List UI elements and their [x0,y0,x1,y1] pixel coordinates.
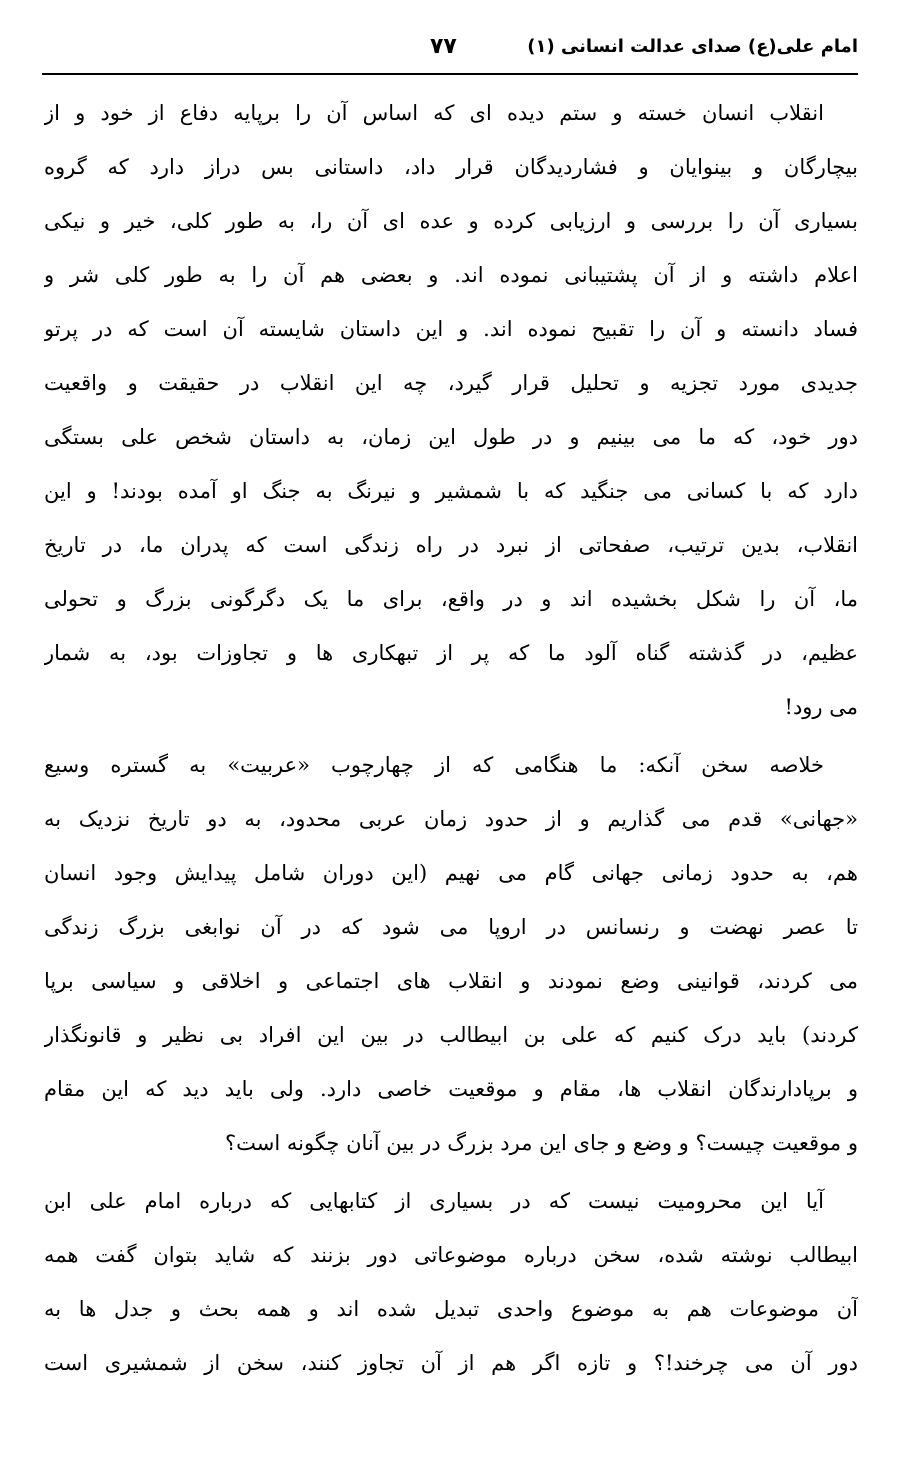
text-line: آن موضوعات هم به موضوع واحدی تبدیل شده اند و همه بحث و جدل ها به [44,1297,858,1321]
text-line: هم، به حدود زمانی جهانی گام می نهیم (این دوران شامل پیدایش وجود انسان [44,861,858,885]
paragraph-2 [44,738,858,1170]
text-line: تا عصر نهضت و رنسانس در اروپا می شود که در آن نوابغی بزرگ زندگی [44,915,858,939]
running-title: امام علی(ع) صدای عدالت انسانی (۱) [527,36,858,57]
text-line: انقلاب انسان خسته و ستم دیده ای که اساس آن را برپایه دفاع از خود و از [44,101,824,125]
paragraph-3 [44,1174,858,1390]
page-number: ۷۷ [430,34,457,59]
text-line: می کردند، قوانینی وضع نمودند و انقلاب های اجتماعی و اخلاقی و سیاسی برپا [44,969,858,993]
text-line: و موقعیت چیست؟ و وضع و جای این مرد بزرگ در بین آنان چگونه است؟ [225,1131,858,1155]
text-line: بیچارگان و بینوایان و فشاردیدگان قرار داد، داستانی بس دراز دارد که گروه [44,155,858,179]
text-line: فساد دانسته و آن را تقبیح نموده اند. و این داستان شایسته آن است که در پرتو [44,317,858,341]
text-line: جدیدی مورد تجزیه و تحلیل قرار گیرد، چه این انقلاب در حقیقت و واقعیت [44,371,858,395]
header-rule [42,73,858,75]
page-header [42,28,858,72]
text-line: اعلام داشته و از آن پشتیبانی نموده اند. و بعضی هم آن را به طور کلی شر و [44,263,858,287]
text-line: بسیاری آن را بررسی و ارزیابی کرده و عده ای آن را، به طور کلی، خیر و نیکی [44,209,858,233]
text-line: و برپادارندگان انقلاب ها، مقام و موقعیت خاصی دارد. ولی باید دید که این مقام [44,1077,858,1101]
text-line: ما، آن را شکل بخشیده اند و در واقع، برای ما یک دگرگونی بزرگ و تحولی [44,587,858,611]
text-line: عظیم، در گذشته گناه آلود ما که پر از تبهکاری ها و تجاوزات بود، به شمار [44,641,858,665]
text-line: ابیطالب نوشته شده، سخن درباره موضوعاتی دور بزنند که شاید بتوان گفت همه [44,1243,858,1267]
text-line: انقلاب، بدین ترتیب، صفحاتی از نبرد در راه زندگی است که پدران ما، در تاریخ [44,533,858,557]
text-line: دور آن می چرخند!؟ و تازه اگر هم از آن تجاوز کنند، سخن از شمشیری است [44,1351,858,1375]
text-line: دور خود، که ما می بینیم و در طول این زمان، به داستان شخص علی بستگی [44,425,858,449]
body-text [44,86,858,1390]
text-line: دارد که با کسانی می جنگید که با شمشیر و نیرنگ به جنگ او آمده بودند! و این [44,479,858,503]
text-line: کردند) باید درک کنیم که علی بن ابیطالب در بین این افراد بی نظیر و قانونگذار [44,1023,858,1047]
text-line: خلاصه سخن آنکه: ما هنگامی که از چهارچوب «عربیت» به گستره وسیع [44,753,824,777]
text-line: می رود! [784,695,858,719]
paragraph-1 [44,86,858,734]
text-line: «جهانی» قدم می گذاریم و از حدود زمان عربی محدود، به دو تاریخ نزدیک به [44,807,858,831]
text-line: آیا این محرومیت نیست که در بسیاری از کتابهایی که درباره امام علی ابن [44,1189,824,1213]
